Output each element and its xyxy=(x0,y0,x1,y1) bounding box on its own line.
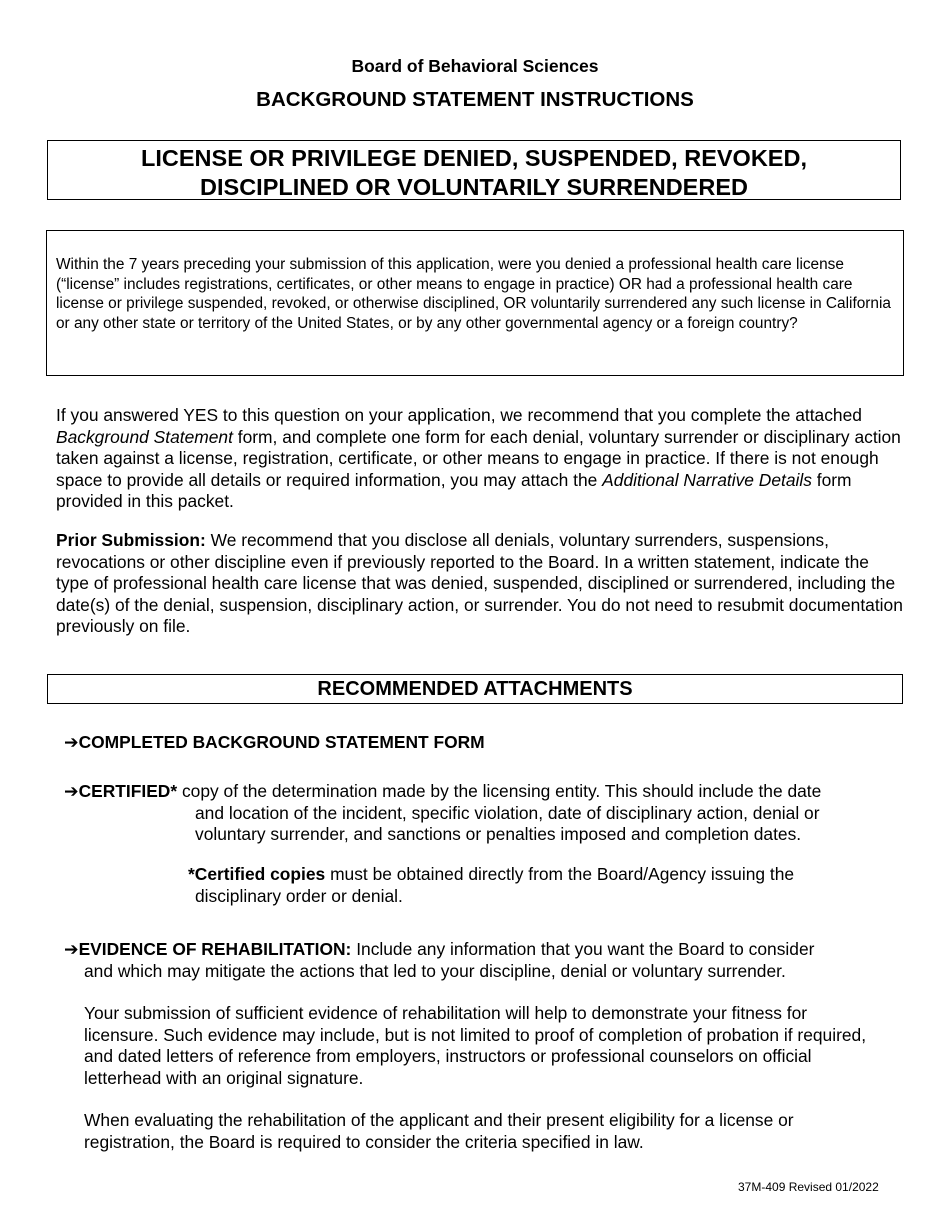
attachment-item-rehabilitation xyxy=(64,939,884,982)
background-statement-form-name: Background Statement xyxy=(56,426,233,447)
arrow-right-icon: ➔ xyxy=(64,732,79,752)
intro-text-1: If you answered YES to this question on your application, we recommend that you complete the attached xyxy=(56,405,862,425)
certified-copies-note xyxy=(188,864,868,907)
section-banner xyxy=(47,140,901,200)
intro-text-3: form provided in this packet. xyxy=(56,469,852,512)
rehabilitation-label: EVIDENCE OF REHABILITATION: xyxy=(78,939,352,959)
prior-submission-text: We recommend that you disclose all denials, voluntary surrenders, suspensions, revocations or other discipline even if previously reported to the Board. In a written statement, indicate the type of professional health care license that was denied, suspended, disciplined or surrendered, including the date(s) of the denial, suspension, disciplinary action, or surrender. You do not need to resubmit documentation previously on file. xyxy=(56,530,903,637)
rehabilitation-text-rest: and which may mitigate the actions that led to your discipline, denial or voluntary surrender. xyxy=(84,960,786,981)
rehabilitation-text-first: Include any information that you want the Board to consider xyxy=(351,939,815,959)
intro-text-2: form, and complete one form for each denial, voluntary surrender or disciplinary action taken against a license, registration, certificate, or other means to engage in practice. If there is not enough space to provide all details or required information, you may attach the xyxy=(56,426,901,490)
banner-line-1: LICENSE OR PRIVILEGE DENIED, SUSPENDED, REVOKED, xyxy=(141,145,807,171)
attachment-item-label: COMPLETED BACKGROUND STATEMENT FORM xyxy=(78,732,485,752)
intro-paragraph xyxy=(56,405,906,513)
arrow-right-icon: ➔ xyxy=(64,939,79,959)
certified-note-rest: disciplinary order or denial. xyxy=(195,885,403,906)
form-code: 37M-409 Revised 01/2022 xyxy=(738,1180,879,1194)
question-box xyxy=(46,230,904,376)
attachments-header: RECOMMENDED ATTACHMENTS xyxy=(47,674,903,704)
document-title: BACKGROUND STATEMENT INSTRUCTIONS xyxy=(256,88,694,111)
narrative-form-name: Additional Narrative Details xyxy=(602,469,812,490)
attachment-item-background-form xyxy=(64,732,904,754)
certified-label: CERTIFIED* xyxy=(78,781,178,801)
certified-note-first: must be obtained directly from the Board/Agency issuing the xyxy=(325,864,795,884)
prior-submission-label: Prior Submission: xyxy=(56,530,206,550)
certified-copies-label: *Certified copies xyxy=(188,864,326,884)
certified-text-first: copy of the determination made by the licensing entity. This should include the date xyxy=(177,781,822,801)
arrow-right-icon: ➔ xyxy=(64,781,79,801)
certified-text-rest: and location of the incident, specific violation, date of disciplinary action, denial or voluntary surrender, and sanctions or penalties imposed and completion dates. xyxy=(195,802,820,845)
question-text: Within the 7 years preceding your submission of this application, were you denied a professional health care license (“license” includes registrations, certificates, or other means to engage in practice) OR had a professional health care license or privilege suspended, revoked, or otherwise disciplined, OR voluntarily surrendered any such license in California or any other state or territory of the United States, or by any other governmental agency or a foreign country? xyxy=(56,256,891,332)
organization-name: Board of Behavioral Sciences xyxy=(351,56,599,76)
prior-submission-paragraph xyxy=(56,530,906,638)
rehabilitation-paragraph-2: When evaluating the rehabilitation of the applicant and their present eligibility for a license or registration, the Board is required to consider the criteria specified in law. xyxy=(84,1110,794,1152)
banner-line-2: DISCIPLINED OR VOLUNTARILY SURRENDERED xyxy=(200,174,748,200)
rehabilitation-paragraph-1: Your submission of sufficient evidence of rehabilitation will help to demonstrate your fitness for licensure. Such evidence may include, but is not limited to proof of completion of probation if required, and dated letters of reference from employers, instructors or professional counselors on official letterhead with an original signature. xyxy=(84,1003,867,1088)
attachment-item-certified-copy xyxy=(64,781,874,846)
